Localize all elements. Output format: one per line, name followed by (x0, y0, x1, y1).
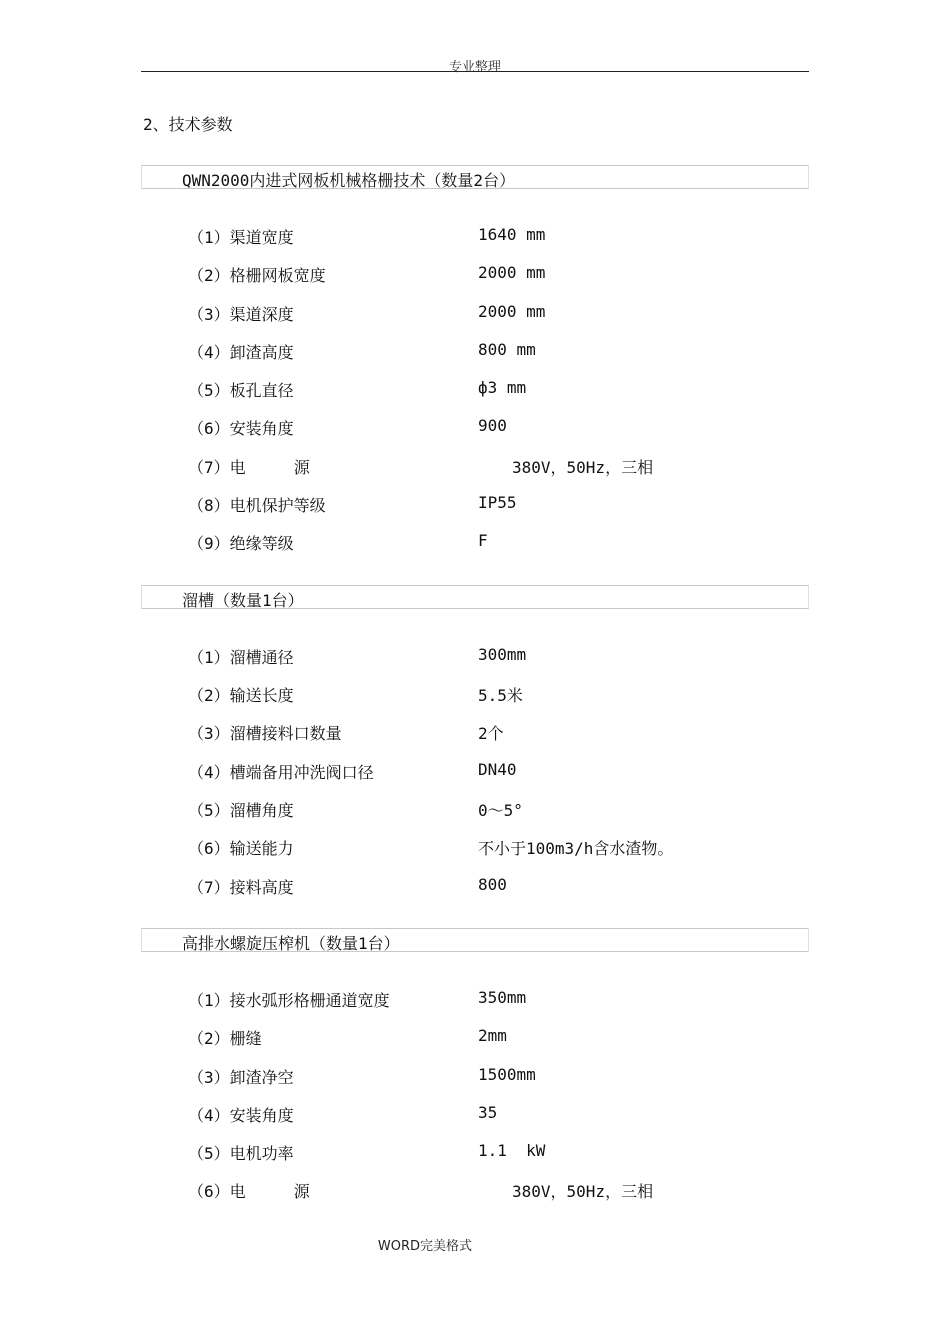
param-value: 0～5° (478, 801, 523, 820)
param-row (188, 263, 808, 287)
param-label: （3）渠道深度 (188, 305, 294, 324)
param-row (188, 1065, 808, 1089)
param-value: 1.1 kW (478, 1141, 546, 1160)
param-row (188, 493, 808, 517)
param-row (188, 1179, 808, 1203)
param-value: 300mm (478, 645, 527, 664)
param-value: 5.5米 (478, 686, 523, 705)
param-label: （2）输送长度 (188, 686, 294, 705)
param-value: 900 (478, 416, 507, 435)
param-label: （4）安装角度 (188, 1106, 294, 1125)
param-row (188, 875, 808, 899)
param-label: （5）板孔直径 (188, 381, 294, 400)
param-label: （5）电机功率 (188, 1144, 294, 1163)
param-label: （2）格栅网板宽度 (188, 266, 326, 285)
param-label: （6）安装角度 (188, 419, 294, 438)
group-title: QWN2000内进式网板机械格栅技术（数量2台） (182, 171, 516, 190)
param-row (188, 531, 808, 555)
param-label: （9）绝缘等级 (188, 534, 294, 553)
group-header-press (141, 928, 809, 952)
param-row (188, 1141, 808, 1165)
group-title: 高排水螺旋压榨机（数量1台） (182, 934, 400, 953)
param-label: （6）输送能力 (188, 839, 294, 858)
param-value: 1500mm (478, 1065, 536, 1084)
param-row (188, 760, 808, 784)
param-value: 350mm (478, 988, 527, 1007)
group-header-chute (141, 585, 809, 609)
param-label: （1）溜槽通径 (188, 648, 294, 667)
param-row (188, 378, 808, 402)
param-row (188, 988, 808, 1012)
param-label: （5）溜槽角度 (188, 801, 294, 820)
param-row (188, 455, 808, 479)
param-row (188, 798, 808, 822)
param-value: 2mm (478, 1026, 507, 1045)
param-value: 1640 mm (478, 225, 546, 244)
group-title: 溜槽（数量1台） (182, 591, 304, 610)
param-label: （1）渠道宽度 (188, 228, 294, 247)
section-title: 2、技术参数 (143, 115, 233, 134)
param-value: 35 (478, 1103, 498, 1122)
param-label: （7）电 源 (188, 458, 310, 477)
param-value: 2个 (478, 724, 504, 743)
param-label: （4）卸渣高度 (188, 343, 294, 362)
group-header-grille (141, 165, 809, 189)
param-row (188, 302, 808, 326)
param-value: F (478, 531, 488, 550)
param-row (188, 683, 808, 707)
param-value: IP55 (478, 493, 517, 512)
param-row (188, 225, 808, 249)
param-value: 2000 mm (478, 263, 546, 282)
param-row (188, 1103, 808, 1127)
param-value: 不小于100m3/h含水渣物。 (478, 839, 674, 858)
param-value: 2000 mm (478, 302, 546, 321)
param-value: DN40 (478, 760, 517, 779)
param-label: （3）卸渣净空 (188, 1068, 294, 1087)
param-label: （6）电 源 (188, 1182, 310, 1201)
page-header: 专业整理 (448, 60, 501, 75)
param-row (188, 645, 808, 669)
param-label: （2）栅缝 (188, 1029, 262, 1048)
param-row (188, 836, 808, 860)
param-row (188, 416, 808, 440)
param-label: （1）接水弧形格栅通道宽度 (188, 991, 390, 1010)
param-row (188, 721, 808, 745)
param-label: （7）接料高度 (188, 878, 294, 897)
param-label: （3）溜槽接料口数量 (188, 724, 342, 743)
param-row (188, 340, 808, 364)
param-value: 800 (478, 875, 507, 894)
param-label: （4）槽端备用冲洗阀口径 (188, 763, 374, 782)
param-label: （8）电机保护等级 (188, 496, 326, 515)
page-footer: WORD完美格式 (377, 1239, 473, 1254)
param-row (188, 1026, 808, 1050)
param-value: 380V，50Hz，三相 (512, 458, 654, 477)
header-divider (141, 71, 809, 72)
param-value: 380V，50Hz，三相 (512, 1182, 654, 1201)
param-value: 800 mm (478, 340, 536, 359)
param-value: ф3 mm (478, 378, 527, 397)
